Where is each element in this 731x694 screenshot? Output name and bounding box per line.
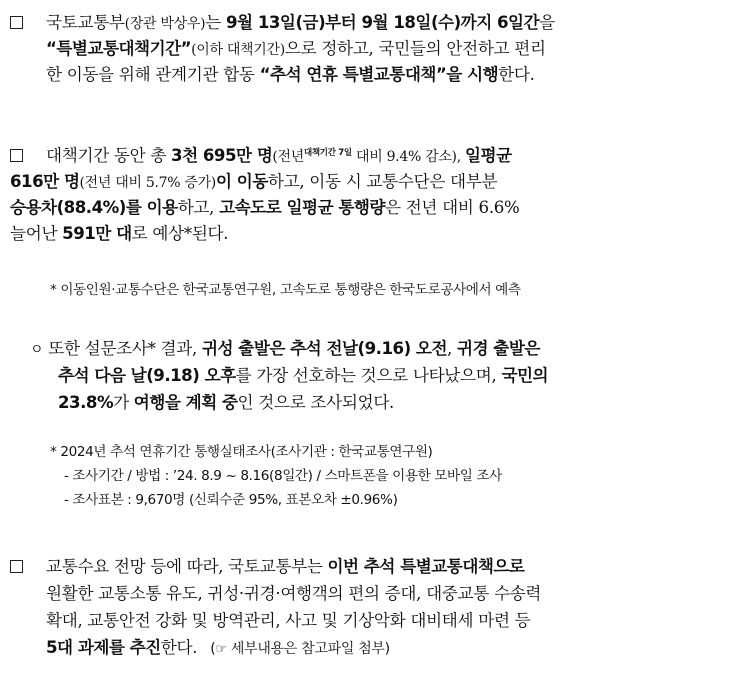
text: 인 것으로 조사되었다.	[237, 393, 395, 412]
text-highway-bold: 고속도로 일평균 통행량	[219, 198, 385, 217]
paragraph-line	[46, 10, 555, 36]
text-departure-bold: 귀성 출발은 추석 전날(9.16) 오전	[201, 339, 447, 358]
text-period-bold: 9월 13일(금)부터 9월 18일(수)까지 6일간	[225, 13, 540, 32]
paragraph-line	[10, 195, 520, 221]
text-daily-bold: 일평균	[465, 146, 512, 165]
text-special-measure-bold: 이번 추석 특별교통대책으로	[327, 557, 525, 576]
text: 으로 정하고, 국민들의 안전하고 편리	[284, 39, 546, 58]
text: 은 전년 대비 6.6%	[384, 198, 520, 217]
text: 한다.	[160, 638, 198, 657]
paragraph-line	[46, 581, 541, 607]
footnote-source: * 이동인원·교통수단은 한국교통연구원, 고속도로 통행량은 한국도로공사에서 예측	[50, 282, 521, 298]
text-car-bold: 승용차(88.4%)를 이용	[10, 198, 178, 217]
checkbox-square-bullet	[10, 560, 23, 573]
paragraph-line	[46, 635, 390, 661]
text-total-bold: 3천 695만 명	[171, 146, 273, 165]
text-vehicles-bold: 591만 대	[62, 224, 132, 243]
paragraph-line	[58, 363, 548, 389]
paragraph-line	[10, 169, 497, 195]
text: ,	[447, 339, 457, 358]
text-percent-bold: 23.8%	[58, 393, 114, 412]
text-measure-bold: “추석 연휴 특별교통대책”을 시행	[259, 65, 499, 84]
text: 세부내용은 참고파일 첨부)	[226, 641, 390, 657]
text: 한 이동을 위해 관계기관 합동	[46, 65, 260, 84]
text: (전년 대비 5.7% 증가)	[79, 175, 216, 191]
text: 대비 9.4% 감소),	[351, 149, 466, 165]
text: 한다.	[498, 65, 535, 84]
superscript-period: 대책기간 7일	[303, 148, 352, 158]
text: 가	[113, 393, 134, 412]
text: 을	[539, 13, 555, 32]
circle-bullet: ㅇ	[30, 342, 44, 358]
text: 로 예상*된다.	[131, 224, 229, 243]
checkbox-square-bullet	[10, 16, 23, 29]
footnote-survey-method: - 조사기간 / 방법 : ’24. 8.9 ~ 8.16(8일간) / 스마트폰을 이용한 모바일 조사	[64, 468, 502, 484]
text-five-tasks-bold: 5대 과제를 추진	[46, 638, 161, 657]
paragraph-line	[10, 221, 228, 247]
text: 확대, 교통안전 강화 및 방역관리, 사고 및 기상악화 대비태세 마련 등	[46, 611, 531, 630]
paragraph-line	[46, 62, 535, 88]
text-citizens-bold: 국민의	[501, 366, 549, 385]
text: 원활한 교통소통 유도, 귀성·귀경·여행객의 편의 증대, 대중교통 수송력	[46, 584, 542, 603]
checkbox-square-bullet	[10, 149, 23, 162]
footnote-survey-title: * 2024년 추석 연휴기간 통행실태조사(조사기관 : 한국교통연구원)	[50, 444, 433, 460]
text: 하고, 이동 시 교통수단은 대부분	[267, 172, 498, 191]
paragraph-line	[46, 608, 530, 634]
text: 하고,	[177, 198, 220, 217]
text: 교통수요 전망 등에 따라, 국토교통부는	[46, 557, 328, 576]
text-special-period-bold: “특별교통대책기간”	[46, 39, 192, 58]
text-move-bold: 이 이동	[215, 172, 268, 191]
text: 를 가장 선호하는 것으로 나타났으며,	[235, 366, 502, 385]
paragraph-line	[46, 36, 546, 62]
text-daily-count-bold: 616만 명	[10, 172, 80, 191]
text-abbrev: (이하 대책기간)	[191, 42, 285, 58]
text: 또한 설문조사* 결과,	[48, 339, 202, 358]
text: 대책기간 동안 총	[46, 146, 172, 165]
text-return-time-bold: 추석 다음 날(9.18) 오후	[58, 366, 236, 385]
footnote-survey-sample: - 조사표본 : 9,670명 (신뢰수준 95%, 표본오차 ±0.96%)	[64, 492, 398, 508]
text-minister: (장관 박상우)	[124, 16, 206, 32]
paragraph-line	[46, 554, 524, 580]
text-return-bold: 귀경 출발은	[456, 339, 540, 358]
text: (	[210, 641, 216, 657]
paragraph-line	[30, 336, 540, 362]
paragraph-line	[58, 390, 394, 416]
text-ministry: 국토교통부	[46, 13, 125, 32]
text: 는	[205, 13, 226, 32]
text-travel-bold: 여행을 계획 중	[133, 393, 238, 412]
paragraph-line	[46, 143, 512, 169]
text: 늘어난	[10, 224, 63, 243]
text: (전년	[272, 149, 304, 165]
pointing-hand-icon: ☞	[215, 642, 227, 657]
reference-note	[210, 641, 390, 657]
